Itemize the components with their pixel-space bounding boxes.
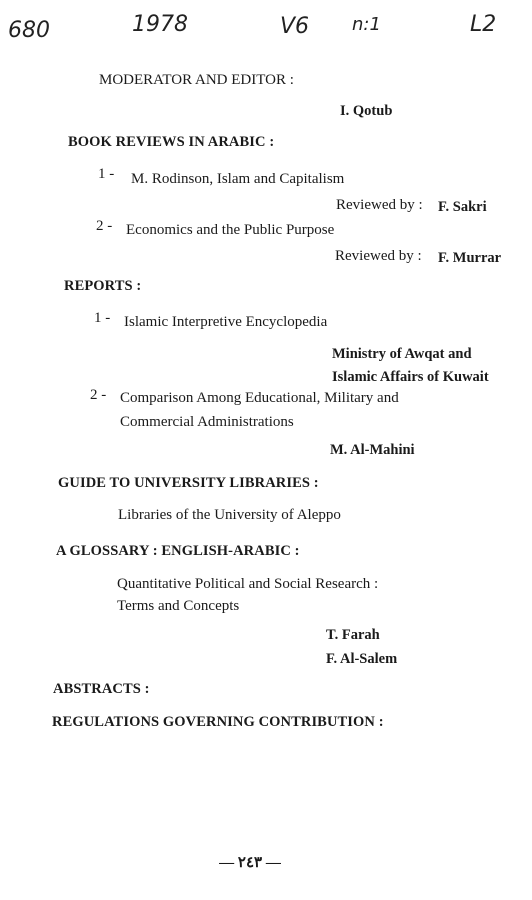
book-review-2-title: Economics and the Public Purpose <box>126 222 335 238</box>
book-reviews-heading: BOOK REVIEWS IN ARABIC : <box>68 134 275 150</box>
handwritten-issue: n:1 <box>352 14 381 35</box>
report-1-title: Islamic Interpretive Encyclopedia <box>124 314 328 330</box>
reports-heading: REPORTS : <box>64 278 142 294</box>
book-review-1-reviewer: F. Sakri <box>438 199 487 215</box>
report-2-number: 2 - <box>90 387 107 403</box>
guide-heading: GUIDE TO UNIVERSITY LIBRARIES : <box>58 475 319 491</box>
glossary-line-1: Quantitative Political and Social Research : <box>117 576 379 592</box>
glossary-author-2: F. Al-Salem <box>326 651 398 667</box>
book-review-1-title: M. Rodinson, Islam and Capitalism <box>131 171 345 187</box>
book-review-2-reviewed-label: Reviewed by : <box>335 248 422 264</box>
guide-text: Libraries of the University of Aleppo <box>118 507 341 523</box>
glossary-line-2: Terms and Concepts <box>117 598 240 614</box>
abstracts-heading: ABSTRACTS : <box>53 681 150 697</box>
moderator-label: MODERATOR AND EDITOR : <box>99 72 294 88</box>
report-1-author-line-2: Islamic Affairs of Kuwait <box>332 369 489 385</box>
report-2-author: M. Al-Mahini <box>330 442 415 458</box>
report-2-title-line-2: Commercial Administrations <box>120 414 294 430</box>
glossary-author-1: T. Farah <box>326 627 380 643</box>
report-1-number: 1 - <box>94 310 111 326</box>
report-1-author-line-1: Ministry of Awqat and <box>332 346 472 362</box>
handwritten-year: 1978 <box>132 12 188 37</box>
moderator-name: I. Qotub <box>340 103 393 119</box>
handwritten-accession-number: 680 <box>8 18 50 43</box>
regulations-heading: REGULATIONS GOVERNING CONTRIBUTION : <box>52 714 384 730</box>
handwritten-shelf-code: L2 <box>470 12 497 37</box>
book-review-2-number: 2 - <box>96 218 113 234</box>
page-number: — ٢٤٣ — <box>219 855 281 871</box>
book-review-1-number: 1 - <box>98 166 115 182</box>
book-review-2-reviewer: F. Murrar <box>438 250 502 266</box>
report-2-title-line-1: Comparison Among Educational, Military and <box>120 390 399 406</box>
handwritten-volume: V6 <box>280 14 310 39</box>
glossary-heading: A GLOSSARY : ENGLISH-ARABIC : <box>56 543 300 559</box>
book-review-1-reviewed-label: Reviewed by : <box>336 197 423 213</box>
